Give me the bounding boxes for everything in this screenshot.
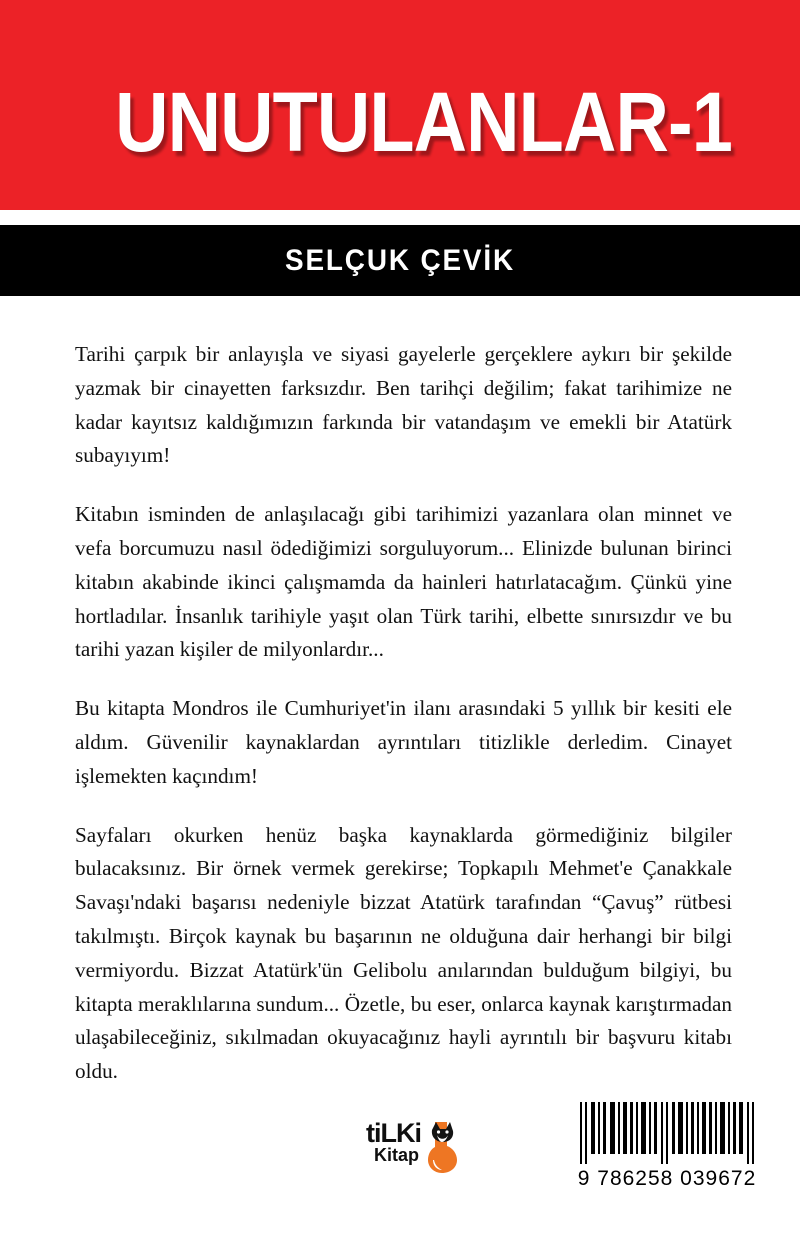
barcode-bars [572, 1102, 762, 1164]
author-name: SELÇUK ÇEVİK [284, 243, 516, 277]
blurb-paragraph: Kitabın isminden de anlaşılacağı gibi tarihimizi yazanlara olan minnet ve vefa borcumuzu nasıl ödediğimizi sorguluyorum... Elinizde bulunan birinci kitabın akabinde ikinci çalışmamda da hainleri hatırlatacağım. Çünkü yine hortladılar. İnsanlık tarihiyle yaşıt olan Türk tarihi, elbette sınırsızdır ve bu tarihi yazan kişiler de milyonlardır... [75, 502, 732, 662]
author-band [0, 225, 800, 296]
barcode [572, 1102, 762, 1191]
blurb-paragraph: Tarihi çarpık bir anlayışla ve siyasi gayelerle gerçeklere aykırı bir şekilde yazmak bir cinayetten farksızdır. Ben tarihçi değilim; fakat tarihimize ne kadar kayıtsız kaldığımızın farkında bir vatandaşım ve emekli bir Atatürk subayıyım! [75, 342, 732, 468]
publisher-name-sub: Kitap [374, 1145, 419, 1165]
publisher-logo [366, 1116, 486, 1182]
publisher-name-main: tiLKi [366, 1118, 421, 1148]
page-title: UNUTULANLAR-1 [115, 75, 732, 169]
fox-icon [421, 1116, 461, 1174]
back-cover-blurb [75, 338, 732, 1089]
title-band [0, 0, 800, 210]
cover-footer [0, 1096, 800, 1206]
barcode-digits: 9 786258 039672 [577, 1167, 757, 1190]
blurb-paragraph: Sayfaları okurken henüz başka kaynaklarda görmediğiniz bilgiler bulacaksınız. Bir örnek vermek gerekirse; Topkapılı Mehmet'e Çanakkale Savaşı'ndaki başarısı nedeniyle bizzat Atatürk tarafından “Çavuş” rütbesi takılmıştı. Birçok kaynak bu başarının ne olduğuna dair herhangi bir bilgi vermiyordu. Bizzat Atatürk'ün Gelibolu anılarından bulduğum bilgiyi, bu kitapta meraklılarına sundum... Özetle, bu eser, onlarca kaynak karıştırmadan ulaşabileceğiniz, sıkılmadan okuyacağınız hayli ayrıntılı bir başvuru kitabı oldu. [75, 822, 732, 1084]
blurb-paragraph: Bu kitapta Mondros ile Cumhuriyet'in ilanı arasındaki 5 yıllık bir kesiti ele aldım. Güvenilir kaynaklardan ayrıntıları titizlikle derledim. Cinayet işlemekten kaçındım! [75, 696, 732, 788]
